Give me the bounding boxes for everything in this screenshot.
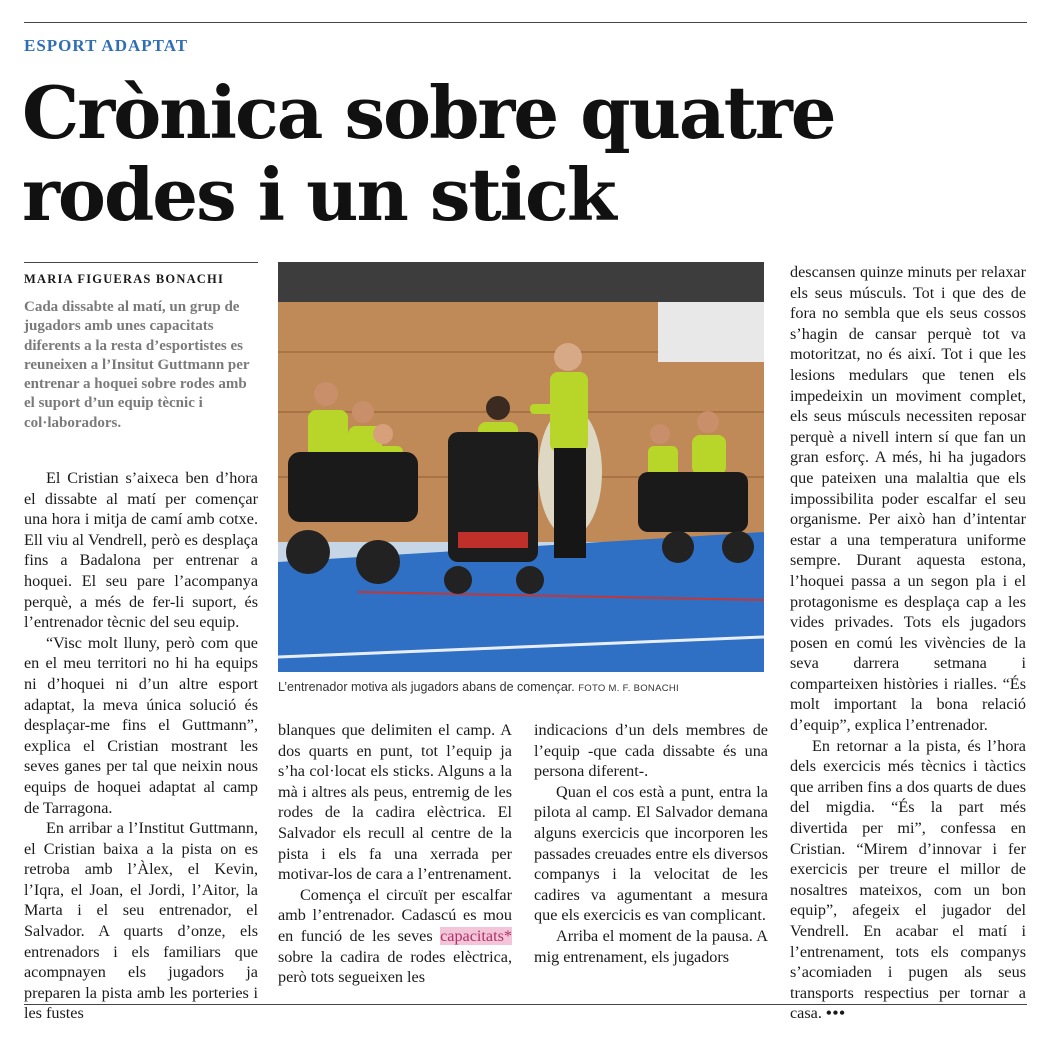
article-column-4 [790,262,1026,1024]
headline-line-2: rodes i un stick [22,152,615,237]
byline: MARIA FIGUERAS BONACHI [24,272,225,286]
body-text: En retornar a la pista, és l’hora dels exercicis més tècnics i tàctics que arriben fins a dos quarts de dues del migdia. “És la part més divertida per mi”, confessa en Cristian. “Mirem d’innovar i fer exercicis per treure el millor de nosaltres mateixos, com un bon equip”, afegeix el jugador del Vendrell. En acabar el matí i l’entrenament, tots els companys s’acomiaden i pugen als seus transports respectius per tornar a casa. [790,736,1026,1023]
body-paragraph: “Visc molt lluny, però com que en el meu territori no hi ha equips ni d’hoquei ni d’un altre esport adaptat, la meva única solució és desplaçar-me fins el Guttmann”, explica el Cristian mostrant les seves ganes per tal que neixin nous equips de hoquei adaptat al camp de Tarragona. [24,633,258,817]
body-paragraph [278,885,512,988]
photo-illustration [278,262,764,672]
footnote-highlight: capacitats* [440,926,512,945]
article-column-3 [534,720,768,967]
photo-credit: FOTO M. F. BONACHI [578,683,679,694]
body-text: Comença el circuït per escalfar amb l’entrenador. Cadascú es mou en funció de les seves [278,885,512,945]
article-column-1 [24,468,258,1024]
bottom-rule [24,1004,1027,1005]
section-label: ESPORT ADAPTAT [24,36,189,55]
article-photo [278,262,764,672]
top-rule [24,22,1027,23]
body-paragraph: Arriba el moment de la pausa. A mig entrenament, els jugadors [534,926,768,966]
body-text: sobre la cadira de rodes elèctrica, però tots segueixen les [278,947,512,987]
photo-caption [278,680,764,694]
article-column-2 [278,720,512,988]
body-paragraph: El Cristian s’aixeca ben d’hora el dissabte al matí per començar una hora i mitja de camí amb cotxe. Ell viu al Vendrell, però es desplaça fins a Badalona per entrenar a hoquei. El seu pare l’acompanya perquè, a més de fer-li suport, és l’entrenador tècnic del seu equip. [24,469,258,632]
lead-paragraph: Cada dissabte al matí, un grup de jugadors amb unes capacitats diferents a la resta d’esportistes es reuneixen a l’Insitut Guttmann per entrenar a hoquei sobre rodes amb el suport d’un equip tècnic i col·laboradors. [24,299,250,431]
caption-text: L’entrenador motiva als jugadors abans de començar. [278,680,575,694]
body-paragraph: En arribar a l’Institut Guttmann, el Cristian baixa a la pista on es retroba amb l’Àlex, el Kevin, l’Iqra, el Joan, el Jordi, l’Aitor, la Marta i el seu entrenador, el Salvador. A quarts d’onze, els entrenadors i els familiars que acompnayen els jugadors ja preparen la pista amb les porteries i les fustes [24,819,258,1023]
body-paragraph: blanques que delimiten el camp. A dos quarts en punt, tot l’equip ja s’ha col·locat els sticks. Alguns a la mà i altres als peus, entremig de les rodes de la cadira elèctrica. El Salvador els recull al centre de la pista i els fa una xerrada per motivar-los de cara a l’entrenament. [278,721,512,884]
body-paragraph: Quan el cos està a punt, entra la pilota al camp. El Salvador demana alguns exercicis que incorporen les passades creuades entre els diversos companys i la velocitat de les cadires va agumentant a mesura que els exercicis es van complicant. [534,782,768,925]
body-paragraph: indicacions d’un dels membres de l’equip -que cada dissabte és una persona diferent-. [534,721,768,781]
headline-line-1: Crònica sobre quatre [22,70,835,155]
headline [22,72,1022,236]
body-paragraph [790,736,1026,1024]
end-mark: ••• [825,1004,846,1023]
body-paragraph: descansen quinze minuts per relaxar els seus músculs. Tot i que des de fora no sembla que els seus cossos s’hagin de cansar perquè tot va motoritzat, no és així. Tot i que les lesions medulars que tenen els impedeixin un moviment complet, els seus músculs necessiten reposar perquè a nivell intern sí que fan un gran esforç. A més, hi ha jugadors que pateixen una malaltia que els impossibilita poder escalfar el seu organisme. Per això han d’intentar estar a una temperatura uniforme sempre. Durant aquesta estona, l’hoquei passa a un segon pla i el protagonisme es desplaça cap a les vides privades. Tots els jugadors posen en comú les vivències de la seva darrera setmana i comparteixen històries i rialles. “És molt important la bona relació d’equip”, explica l’entrenador. [790,263,1026,735]
byline-rule [24,262,258,263]
